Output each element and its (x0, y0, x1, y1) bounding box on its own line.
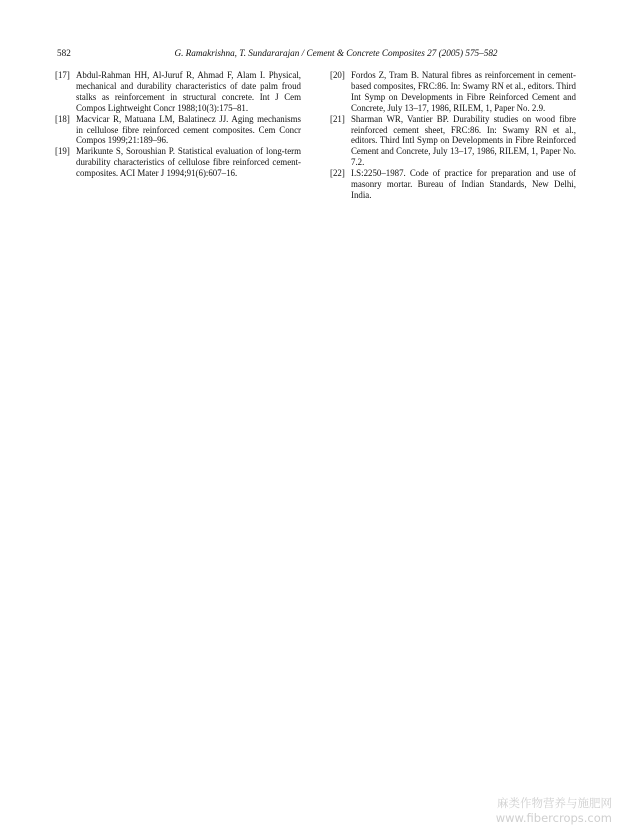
page-header (0, 46, 620, 60)
reference-item (330, 168, 576, 201)
reference-number: [20] (330, 70, 345, 80)
watermark-url-text: www.fibercrops.com (495, 811, 612, 825)
reference-text: Abdul-Rahman HH, Al-Juruf R, Ahmad F, Alam I. Physical, mechanical and durability characteristics of date palm froud stalks as reinforcement in structural concrete. Int J Cem Compos Lightweight Concr 1988;10(3):175–81. (76, 70, 301, 113)
reference-text: Marikunte S, Soroushian P. Statistical evaluation of long-term durability characteristics of cellulose fibre reinforced cement-composites. ACI Mater J 1994;91(6):607–16. (76, 146, 301, 179)
reference-number: [17] (55, 70, 70, 80)
running-head: G. Ramakrishna, T. Sundararajan / Cement & Concrete Composites 27 (2005) 575–582 (174, 48, 498, 58)
references-left-column (55, 70, 301, 179)
reference-number: [21] (330, 113, 345, 124)
reference-text: Macvicar R, Matuana LM, Balatinecz JJ. Aging mechanisms in cellulose fibre reinforced cement composites. Cem Concr Compos 1999;21:189–96. (76, 113, 301, 146)
reference-item (55, 70, 301, 114)
references-right-column (330, 70, 576, 201)
reference-item (330, 114, 576, 169)
reference-item (330, 70, 576, 114)
reference-item (55, 114, 301, 147)
reference-number: [22] (330, 168, 345, 179)
page-number: 582 (57, 48, 71, 58)
reference-text: Sharman WR, Vantier BP. Durability studies on wood fibre reinforced cement sheet, FRC:86. In: Swamy RN et al., editors. Third Intl Symp on Developments in Fibre Reinforced Cement and Concrete, July 13–17, 1986, RILEM, 1, Paper No. 7.2. (351, 113, 576, 168)
watermark-chinese-text: 麻类作物营养与施肥网 (497, 796, 612, 810)
reference-number: [18] (55, 113, 70, 124)
reference-text: Fordos Z, Tram B. Natural fibres as reinforcement in cement-based composites, FRC:86. In: Swamy RN et al., editors. Third Int Symp on Developments in Fibre Reinforced Cement and Concrete, July 13–17, 1986, RILEM, 1, Paper No. 2.9. (351, 70, 576, 113)
reference-text: I.S:2250–1987. Code of practice for preparation and use of masonry mortar. Bureau of Indian Standards, New Delhi, India. (351, 168, 576, 200)
reference-number: [19] (55, 146, 70, 157)
reference-item (55, 146, 301, 179)
watermark (496, 796, 612, 826)
